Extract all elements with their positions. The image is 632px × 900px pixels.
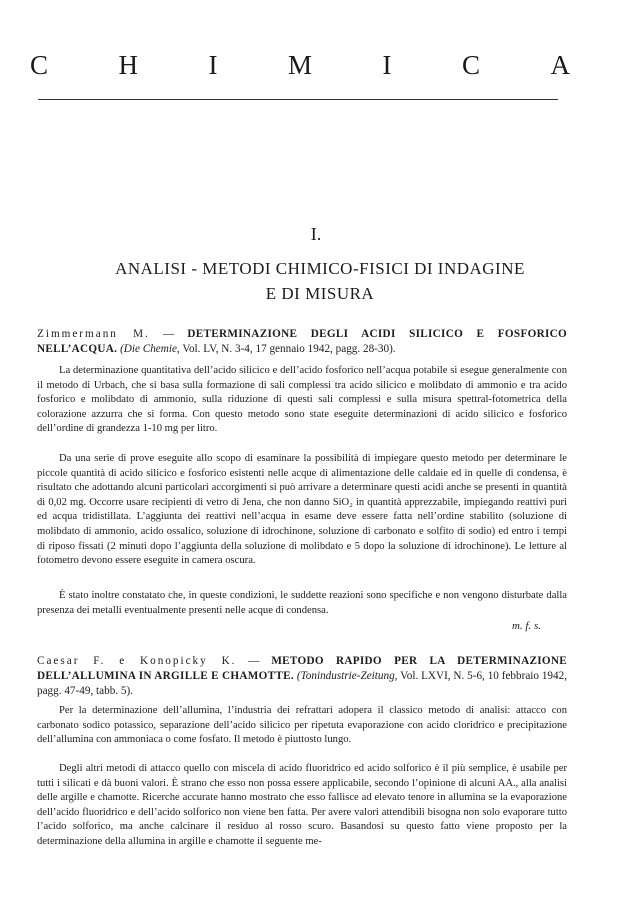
article-paragraph: È stato inoltre constatato che, in queste condizioni, le suddette reazioni sono specifiche e non vengono disturbate dalla presenza dei metalli eventualmente presenti nelle acque di condensa. bbox=[37, 590, 567, 616]
article-journal: (Die Chemie, bbox=[120, 343, 180, 355]
article-signature: m. f. s. bbox=[511, 620, 541, 632]
article-heading bbox=[37, 327, 567, 357]
header-rule bbox=[38, 99, 558, 100]
article-paragraph: La determinazione quantitativa dell’acido silicico e dell’acido fosforico nell’acqua potabile si esegue generalmente con il metodo di Urbach, che si basa sulla formazione di sali complessi tra acido silicico e molibdato di ammonio e tra acido fosforico e molibdato di ammonio, sulla riduzione di questi sali complessi e sulla misura spettral-fotometrica della colorazione azzurra che si forma. Con questo metodo sono state eseguite determinazioni di acido silicico e fosforico dell’ordine di grandezza 1-10 mg per litro. bbox=[37, 365, 567, 435]
header-letter: I bbox=[382, 50, 392, 80]
article-author: Caesar F. e Konopicky K. bbox=[37, 655, 237, 667]
running-header bbox=[30, 50, 570, 81]
header-letter: I bbox=[208, 50, 218, 80]
article-author: Zimmermann M. bbox=[37, 328, 150, 340]
article-citation: Vol. LXVI, N. 5-6, 10 febbraio 1942, pagg. 47-49, tabb. 5). bbox=[37, 670, 567, 697]
article-journal: (Tonindustrie-Zeitung, bbox=[296, 670, 398, 682]
article-dash: — bbox=[149, 328, 188, 340]
section-title-line1: ANALISI - METODI CHIMICO-FISICI DI INDAGINE bbox=[115, 259, 525, 278]
article-paragraph: Degli altri metodi di attacco quello con miscela di acido fluoridrico ed acido solforico è il più semplice, è usabile per tutti i silicati e dà buoni valori. È strano che esso non possa essere applicabile, secondo l’opinione di alcuni AA., alla analisi delle argille e chamotte. Ricerche accurate hanno mostrato che esso fallisce ad elevato tenore in allumina se la evaporazione dell’acido fluoridrico e dell’acido solforico non viene ben fatta. Per avere valori attendibili bisogna non solo evaporare tutto l’acido solforico, ma anche calcinare il residuo al rosso scuro. Basandosi su questo fatto viene proposto per la determinazione della allumina in argille e chamotte il seguente me- bbox=[37, 763, 567, 847]
header-letter: C bbox=[461, 50, 480, 80]
article-paragraph: Per la determinazione dell’allumina, l’industria dei refrattari adopera il classico metodo di analisi: attacco con carbonato sodico potassico, separazione dell’acido silicico per ripetuta evaporazione con acido cloridrico e precipitazione dell’allumina con ammoniaca o come fosfato. Il metodo è piuttosto lungo. bbox=[37, 705, 567, 746]
header-letter: C bbox=[30, 50, 49, 80]
article-title: DETERMINAZIONE DEGLI ACIDI SILICICO E FOSFORICO NELL’ACQUA. bbox=[37, 328, 567, 355]
header-letter: A bbox=[550, 50, 570, 80]
section-number: I. bbox=[310, 224, 322, 244]
section-title-line2: E DI MISURA bbox=[265, 284, 375, 303]
article-heading bbox=[37, 654, 567, 699]
header-letter: H bbox=[118, 50, 138, 80]
article-title: METODO RAPIDO PER LA DETERMINAZIONE DELL’ALLUMINA IN ARGILLE E CHAMOTTE. bbox=[37, 655, 568, 682]
article-dash: — bbox=[236, 655, 272, 667]
article-citation: Vol. LV, N. 3-4, 17 gennaio 1942, pagg. 28-30). bbox=[179, 343, 396, 355]
header-letter: M bbox=[287, 50, 312, 80]
article-paragraph: Da una serie di prove eseguite allo scopo di esaminare la possibilità di impiegare questo metodo per determinare le piccole quantità di acido silicico e fosforico esistenti nelle acque di alimentazione delle caldaie ed in quelle di condensa, è risultato che adottando alcuni particolari accorgimenti si può arrivare a determinare questi acidi anche se presenti in quantità di 0,02 mg. Occorre usare recipienti di vetro di Jena, che non danno SiO₂ in quantità apprezzabile, impiegando reattivi puri ed acqua tridistillata. L’aggiunta dei reattivi nell’acqua in esame deve essere fatta nell’ordine stabilito (soluzione di molibdato di ammonio, acido ossalico, soluzione di idrochinone, soluzione di carbonato e solfito di sodio) ed entro i tempi di riposo fissati (2 minuti dopo l’aggiunta della soluzione di molibdato e 5 dopo la soluzione di idrochinone). Le letture al fotometro devono essere eseguite in camera oscura. bbox=[37, 453, 567, 567]
